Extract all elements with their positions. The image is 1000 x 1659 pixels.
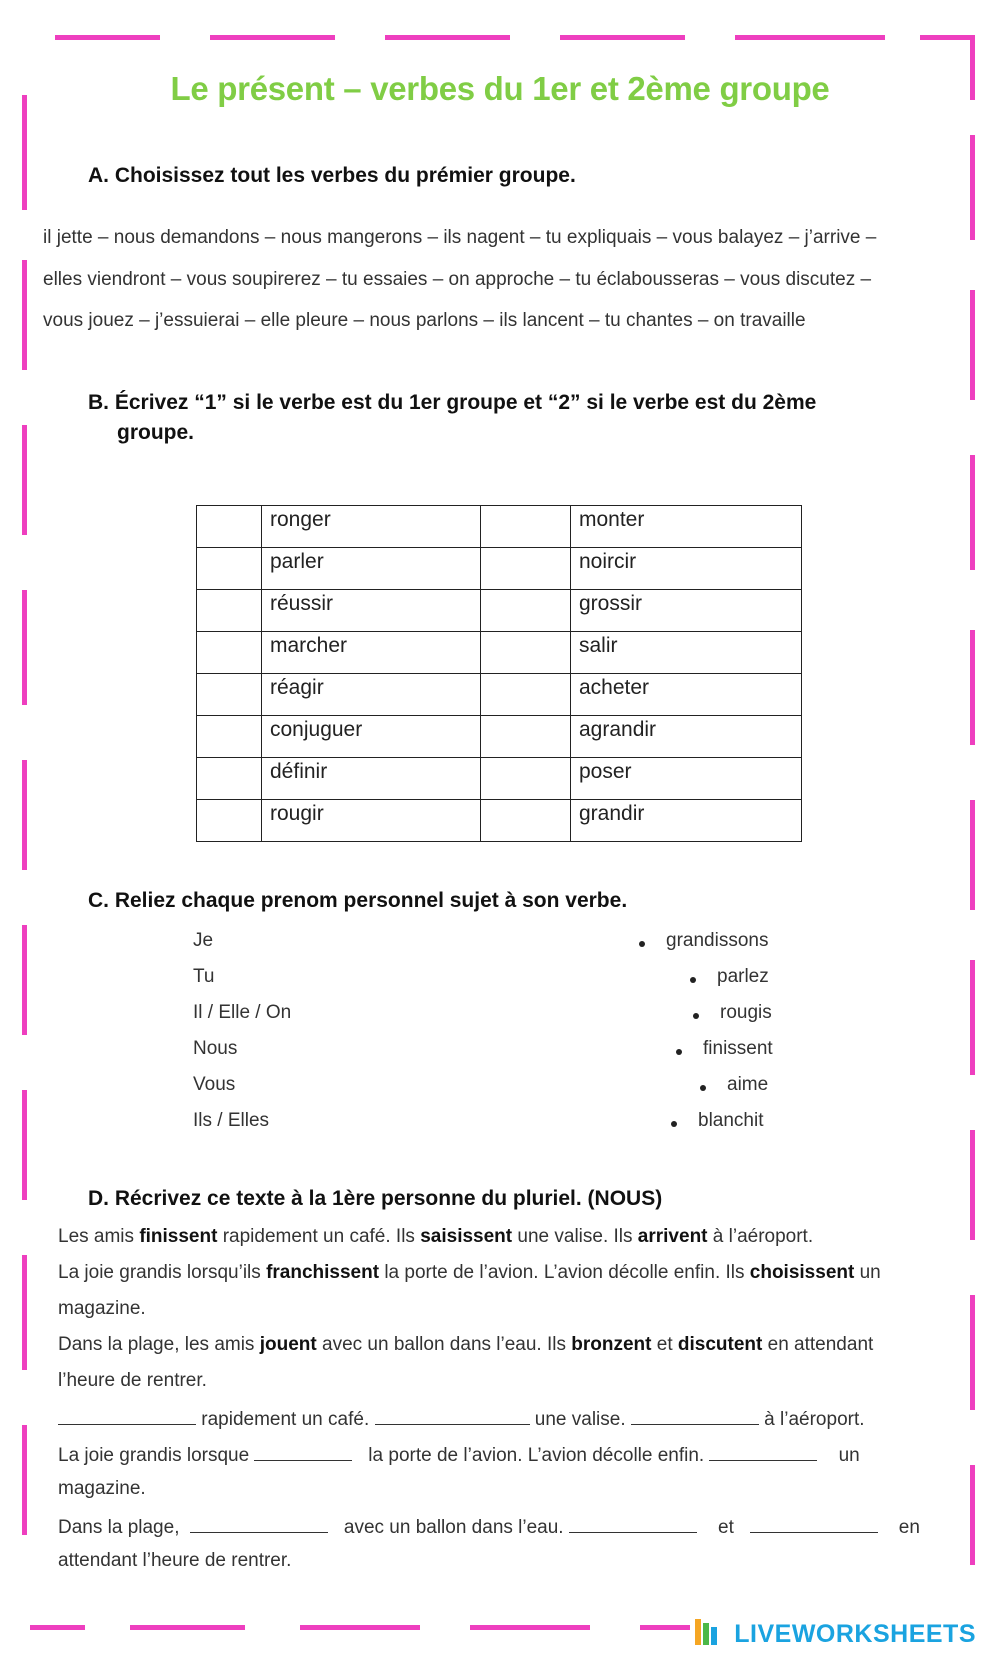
verb-list-line: vous jouez – j’essuierai – elle pleure – nous parlons – ils lancent – tu chantes – on travaille [43,310,806,331]
verb-cell: salir [571,632,802,674]
bullet-icon [690,977,696,983]
section-d-heading: D. Récrivez ce texte à la 1ère personne du pluriel. (NOUS) [88,1187,663,1210]
verb-cell: marcher [262,632,481,674]
verb-cell: poser [571,758,802,800]
bullet-icon [639,941,645,947]
answer-cell[interactable] [481,632,571,674]
answer-blank-input[interactable] [58,1406,196,1425]
bullet-icon [671,1121,677,1127]
verb-cell: réagir [262,674,481,716]
answer-cell[interactable] [481,758,571,800]
verb-cell: grandir [571,800,802,842]
exercise-line: Dans la plage, avec un ballon dans l’eau. et en [58,1514,920,1539]
text-paragraph: l’heure de rentrer. [58,1370,207,1391]
verb-option[interactable]: aime [727,1074,769,1095]
section-b-heading-cont: groupe. [117,421,194,444]
table-row [197,716,802,758]
table-row [197,758,802,800]
pronoun-item[interactable]: Tu [193,966,215,987]
answer-blank-input[interactable] [375,1406,530,1425]
pronoun-item[interactable]: Je [193,930,214,951]
exercise-line: La joie grandis lorsque la porte de l’avion. L’avion décolle enfin. un [58,1442,860,1467]
exercise-line: rapidement un café. une valise. à l’aéroport. [58,1406,865,1431]
exercise-line: attendant l’heure de rentrer. [58,1550,292,1571]
table-row [197,506,802,548]
verb-cell: monter [571,506,802,548]
answer-cell[interactable] [197,674,262,716]
pronoun-item[interactable]: Il / Elle / On [193,1002,292,1023]
bullet-icon [676,1049,682,1055]
answer-cell[interactable] [197,590,262,632]
section-c-heading: C. Reliez chaque prenom personnel sujet à son verbe. [88,889,628,912]
verb-list-line: elles viendront – vous soupirerez – tu essaies – on approche – tu éclabousseras – vous discutez – [43,269,872,290]
answer-blank-input[interactable] [254,1442,352,1461]
answer-cell[interactable] [197,632,262,674]
liveworksheets-logo-icon [695,1619,717,1645]
bullet-icon [693,1013,699,1019]
table-row [197,590,802,632]
table-row [197,674,802,716]
verb-option[interactable]: finissent [703,1038,773,1059]
pronoun-item[interactable]: Nous [193,1038,238,1059]
answer-blank-input[interactable] [569,1514,697,1533]
verb-cell: rougir [262,800,481,842]
text-paragraph: magazine. [58,1298,146,1319]
verb-cell: grossir [571,590,802,632]
verb-cell: réussir [262,590,481,632]
exercise-line: magazine. [58,1478,146,1499]
text-paragraph: Les amis finissent rapidement un café. Ils saisissent une valise. Ils arrivent à l’aéroport. [58,1226,814,1247]
verb-cell: parler [262,548,481,590]
answer-cell[interactable] [197,758,262,800]
pronoun-item[interactable]: Ils / Elles [193,1110,270,1131]
verb-group-table [196,505,802,842]
section-b-heading: B. Écrivez “1” si le verbe est du 1er groupe et “2” si le verbe est du 2ème [88,391,817,414]
answer-cell[interactable] [481,716,571,758]
table-row [197,800,802,842]
answer-cell[interactable] [481,800,571,842]
verb-cell: noircir [571,548,802,590]
answer-blank-input[interactable] [750,1514,878,1533]
table-row [197,548,802,590]
verb-option[interactable]: parlez [717,966,769,987]
answer-cell[interactable] [197,548,262,590]
answer-blank-input[interactable] [709,1442,817,1461]
table-row [197,632,802,674]
verb-cell: agrandir [571,716,802,758]
answer-cell[interactable] [481,506,571,548]
answer-blank-input[interactable] [190,1514,328,1533]
answer-cell[interactable] [481,590,571,632]
answer-cell[interactable] [197,716,262,758]
answer-cell[interactable] [197,506,262,548]
verb-option[interactable]: grandissons [666,930,769,951]
pronoun-item[interactable]: Vous [193,1074,236,1095]
answer-blank-input[interactable] [631,1406,759,1425]
bullet-icon [700,1085,706,1091]
brand-footer[interactable]: LIVEWORKSHEETS [734,1620,976,1648]
verb-cell: ronger [262,506,481,548]
text-paragraph: La joie grandis lorsqu’ils franchissent la porte de l’avion. L’avion décolle enfin. Ils choisissent un [58,1262,881,1283]
answer-cell[interactable] [197,800,262,842]
verb-cell: acheter [571,674,802,716]
page-title: Le présent – verbes du 1er et 2ème groupe [170,70,830,107]
verb-option[interactable]: rougis [720,1002,772,1023]
text-paragraph: Dans la plage, les amis jouent avec un ballon dans l’eau. Ils bronzent et discutent en attendant [58,1334,874,1355]
verb-cell: définir [262,758,481,800]
verb-option[interactable]: blanchit [698,1110,764,1131]
answer-cell[interactable] [481,674,571,716]
answer-cell[interactable] [481,548,571,590]
verb-list-line: il jette – nous demandons – nous mangerons – ils nagent – tu expliquais – vous balayez – j’arrive – [43,227,877,248]
verb-cell: conjuguer [262,716,481,758]
section-a-heading: A. Choisissez tout les verbes du prémier groupe. [88,164,576,187]
